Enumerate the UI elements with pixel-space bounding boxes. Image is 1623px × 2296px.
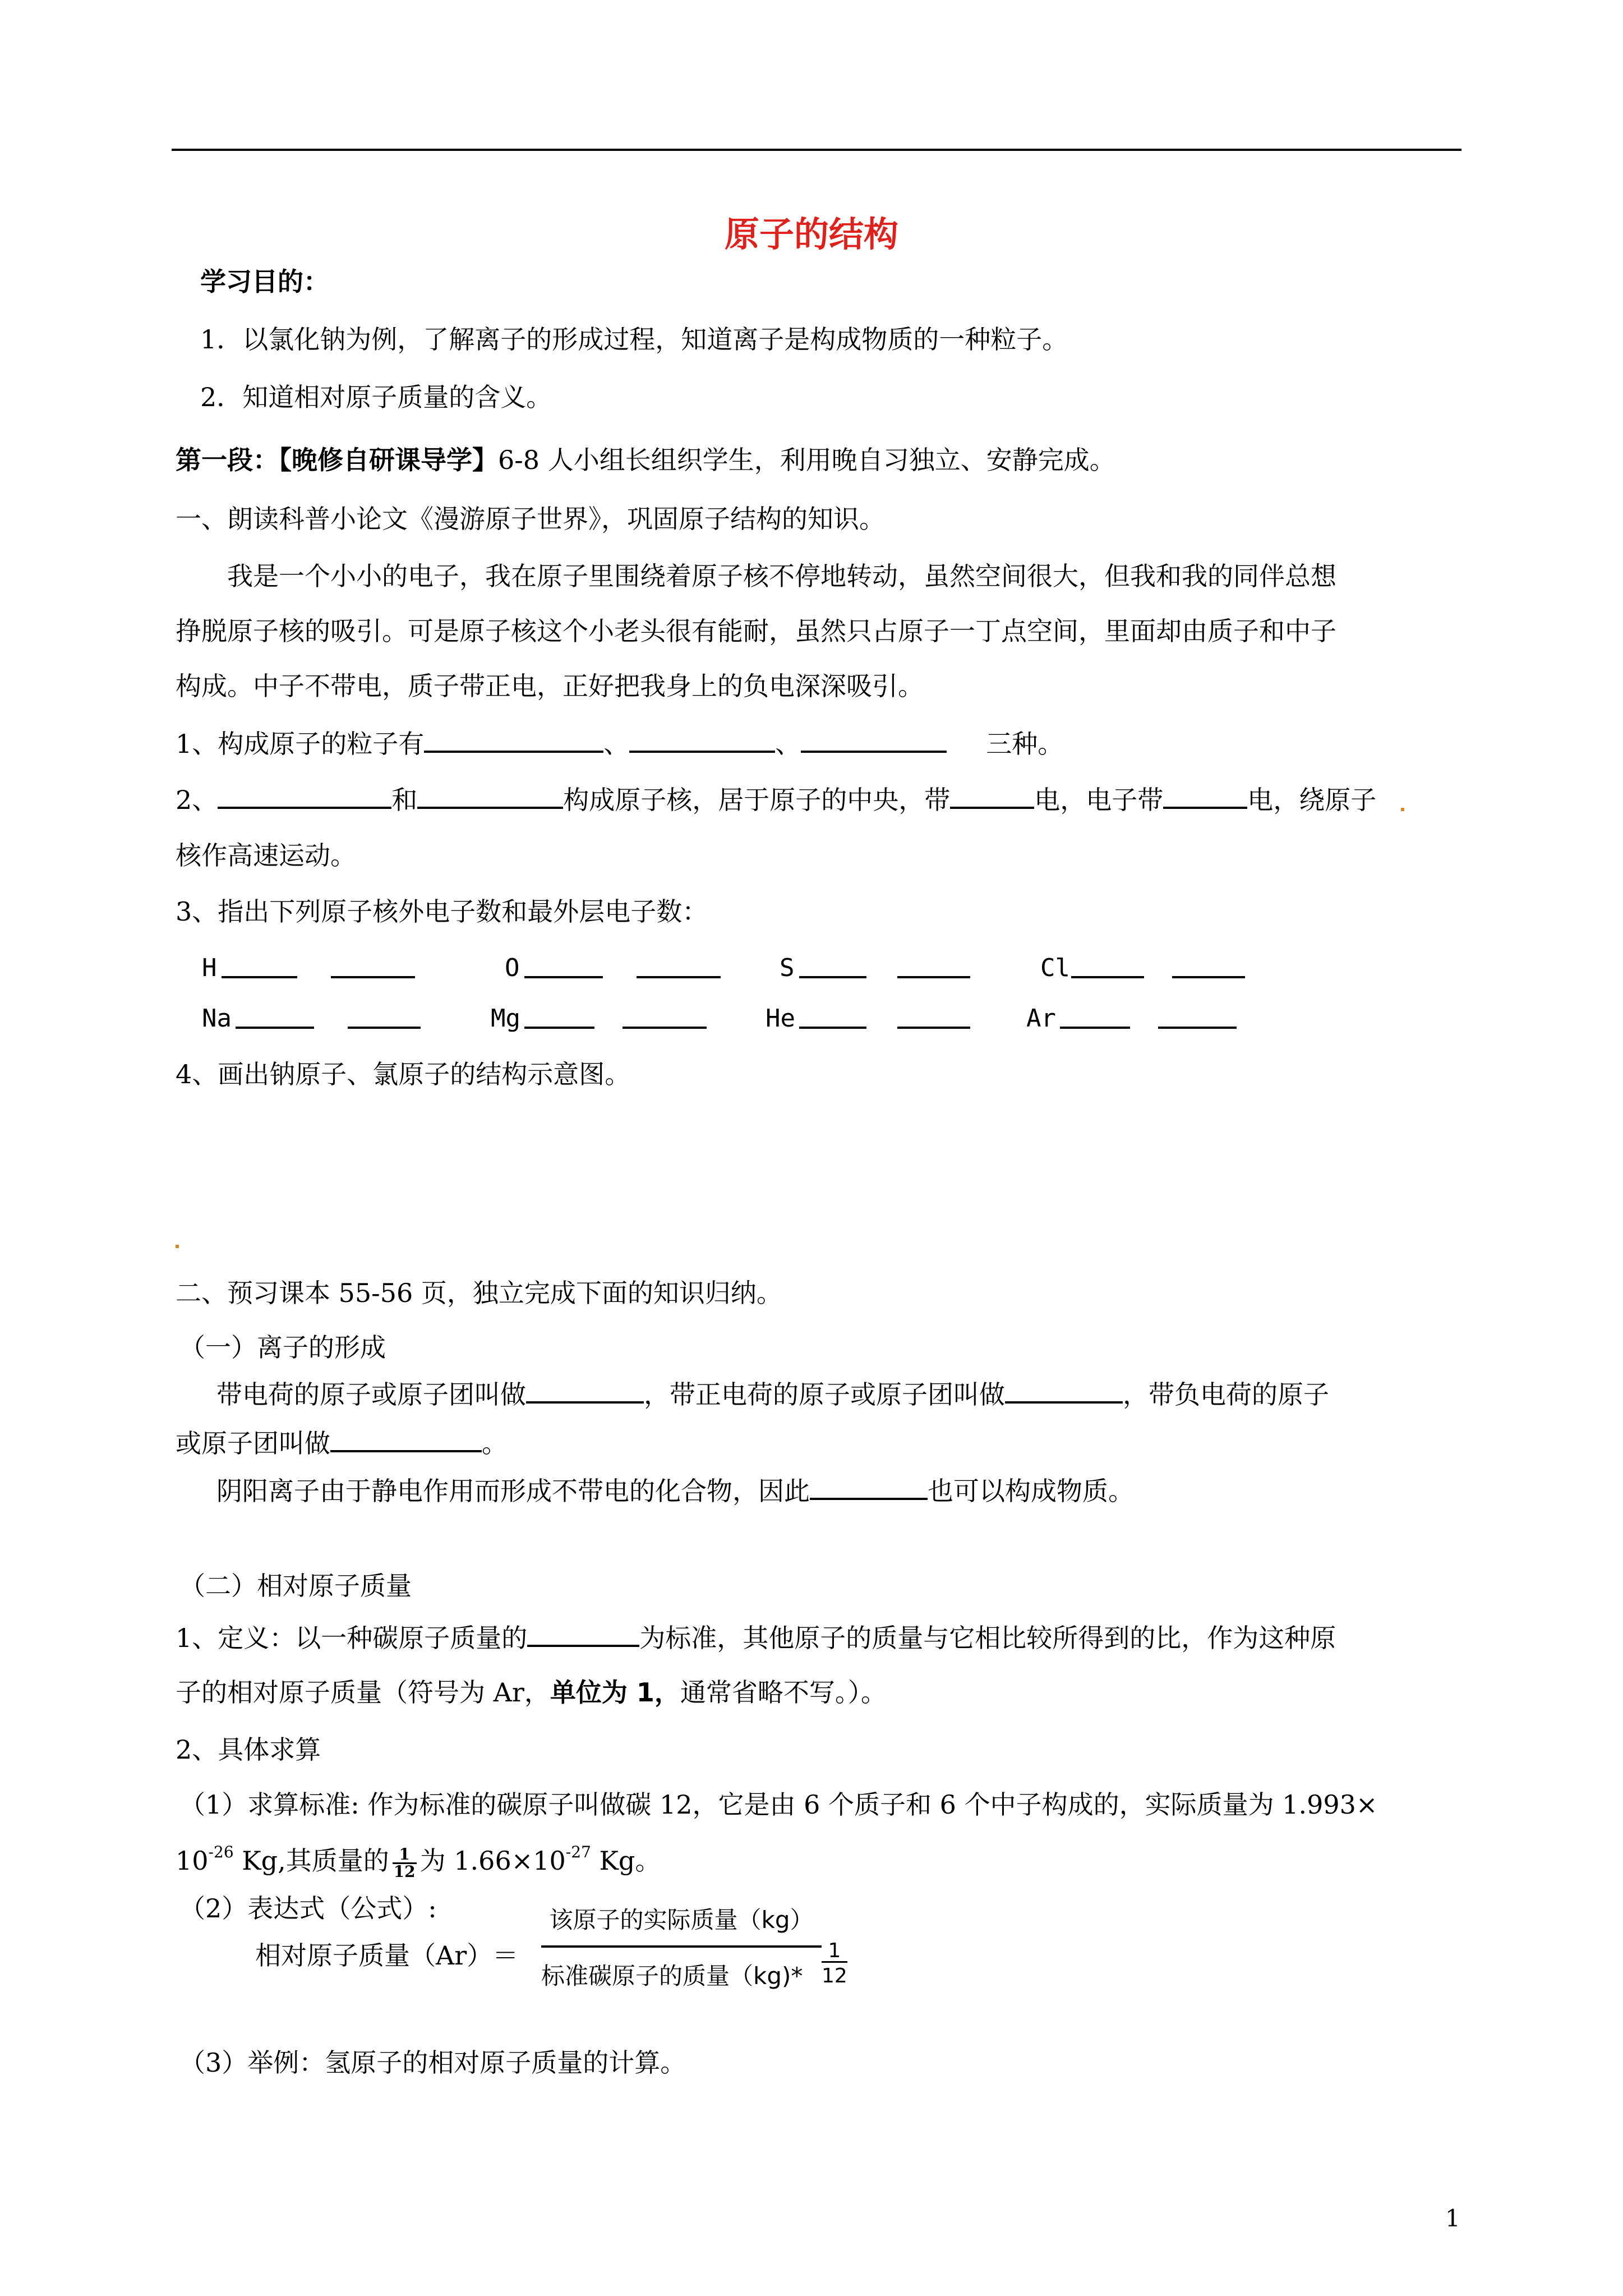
formula-lhs: 相对原子质量（Ar）＝ xyxy=(255,1940,519,1971)
question-2-num: 2、 xyxy=(176,785,218,815)
ion-compound-text: 也可以构成物质。 xyxy=(928,1476,1134,1506)
answer-blank[interactable] xyxy=(524,1004,594,1029)
objective-item: 1．以氯化钠为例，了解离子的形成过程，知道离子是构成物质的一种粒子。 xyxy=(200,324,1068,355)
question-1 xyxy=(176,728,1063,760)
answer-blank[interactable] xyxy=(799,1004,866,1029)
question-2-text: 电，电子带 xyxy=(1034,785,1164,815)
question-2-text: 构成原子核，居于原子的中央，带 xyxy=(563,785,951,815)
calc-heading: 2、具体求算 xyxy=(176,1734,321,1765)
ion-def-line xyxy=(191,1379,1329,1410)
element-symbol: Ar xyxy=(1026,1004,1056,1033)
question-1-text: 1、构成原子的粒子有 xyxy=(176,729,425,759)
definition-text: 1、定义：以一种碳原子质量的 xyxy=(176,1623,528,1653)
header-rule xyxy=(172,149,1461,151)
formula-denominator: 标准碳原子的质量（kg)* xyxy=(541,1962,803,1990)
element-symbol: Mg xyxy=(491,1004,520,1033)
answer-blank[interactable] xyxy=(950,784,1034,809)
sub1-heading: （一）离子的形成 xyxy=(179,1332,386,1363)
element-symbol: S xyxy=(780,954,795,982)
section1-label xyxy=(176,445,1115,476)
element-symbol: H xyxy=(202,954,217,982)
stray-mark xyxy=(176,1245,179,1248)
separator: 、 xyxy=(775,729,801,759)
element-symbol: Cl xyxy=(1040,954,1070,982)
page-number: 1 xyxy=(1445,2205,1460,2232)
standard-text: 为 1.66×10 xyxy=(419,1846,566,1876)
answer-blank[interactable] xyxy=(629,728,775,753)
answer-blank[interactable] xyxy=(348,1004,421,1029)
answer-blank[interactable] xyxy=(424,728,603,753)
ion-def-text: 。 xyxy=(482,1428,508,1458)
expression-heading: （2）表达式（公式）: xyxy=(179,1893,437,1924)
element-symbol: Na xyxy=(202,1004,232,1033)
definition-line xyxy=(176,1677,887,1708)
question-3: 3、指出下列原子核外电子数和最外层电子数： xyxy=(176,896,708,927)
fraction-numerator: 1 xyxy=(393,1847,417,1864)
question-2 xyxy=(176,784,1376,816)
formula-bar xyxy=(541,1945,822,1948)
definition-text: 为标准，其他原子的质量与它相比较所得到的比，作为这种原 xyxy=(639,1623,1336,1653)
separator: 、 xyxy=(603,729,630,759)
question-4: 4、画出钠原子、氯原子的结构示意图。 xyxy=(176,1059,631,1089)
standard-line xyxy=(176,1843,661,1880)
standard-line: （1）求算标准: 作为标准的碳原子叫做碳 12，它是由 6 个质子和 6 个中子构成的，实际质量为 1.993× xyxy=(179,1789,1378,1820)
exponent: -27 xyxy=(565,1843,591,1861)
answer-blank[interactable] xyxy=(637,954,721,978)
answer-blank[interactable] xyxy=(1163,784,1247,809)
answer-blank[interactable] xyxy=(897,954,970,978)
answer-blank[interactable] xyxy=(799,954,866,978)
definition-bold: 单位为 1， xyxy=(550,1677,680,1708)
passage-line: 我是一个小小的电子，我在原子里围绕着原子核不停地转动，虽然空间很大，但我和我的同伴总想 xyxy=(176,561,1336,591)
definition-text: 通常省略不写。）。 xyxy=(680,1677,887,1708)
fraction xyxy=(393,1844,417,1881)
section1-label-bold: 第一段：【晚修自研课导学】 xyxy=(176,445,498,475)
standard-text: 10 xyxy=(176,1846,209,1876)
answer-blank[interactable] xyxy=(524,954,603,978)
answer-blank[interactable] xyxy=(1071,954,1144,978)
ion-def-text: 或原子团叫做 xyxy=(176,1428,330,1458)
answer-blank[interactable] xyxy=(218,784,391,809)
sub2-heading: （二）相对原子质量 xyxy=(179,1571,412,1601)
answer-blank[interactable] xyxy=(330,1428,482,1452)
exponent: -26 xyxy=(208,1843,234,1861)
answer-blank[interactable] xyxy=(1172,954,1245,978)
section1-label-rest: 6-8 人小组长组织学生，利用晚自习独立、安静完成。 xyxy=(498,445,1115,475)
formula-numerator: 该原子的实际质量（kg） xyxy=(549,1906,814,1934)
ion-compound-text: 阴阳离子由于静电作用而形成不带电的化合物，因此 xyxy=(191,1476,810,1506)
element-symbol: He xyxy=(766,1004,795,1033)
answer-blank[interactable] xyxy=(1060,1004,1130,1029)
question-2-text: 电，绕原子 xyxy=(1247,785,1377,815)
answer-blank[interactable] xyxy=(1005,1379,1123,1404)
passage-line: 挣脱原子核的吸引。可是原子核这个小老头很有能耐，虽然只占原子一丁点空间，里面却由质子和中子 xyxy=(176,616,1336,646)
answer-blank[interactable] xyxy=(801,728,947,753)
answer-blank[interactable] xyxy=(417,784,563,809)
fraction-numerator: 1 xyxy=(822,1941,847,1963)
part2-heading: 二、预习课本 55-56 页，独立完成下面的知识归纳。 xyxy=(176,1278,782,1308)
answer-blank[interactable] xyxy=(623,1004,707,1029)
passage-line: 构成。中子不带电，质子带正电，正好把我身上的负电深深吸引。 xyxy=(176,671,924,701)
answer-blank[interactable] xyxy=(236,1004,314,1029)
question-2-line2: 核作高速运动。 xyxy=(176,840,356,871)
ion-def-text: ，带正电荷的原子或原子团叫做 xyxy=(644,1379,1005,1410)
question-2-text: 和 xyxy=(391,785,418,815)
answer-blank[interactable] xyxy=(331,954,415,978)
page-title: 原子的结构 xyxy=(724,214,898,255)
ion-compound-line xyxy=(191,1475,1134,1507)
standard-text: Kg,其质量的 xyxy=(233,1846,389,1876)
definition-line xyxy=(176,1622,1336,1654)
answer-blank[interactable] xyxy=(222,954,297,978)
ion-def-text: 带电荷的原子或原子团叫做 xyxy=(191,1379,526,1410)
stray-mark xyxy=(1401,808,1404,811)
ion-def-line xyxy=(176,1428,508,1459)
answer-blank[interactable] xyxy=(1158,1004,1237,1029)
element-symbol: O xyxy=(505,954,520,982)
answer-blank[interactable] xyxy=(810,1475,928,1500)
objective-item: 2．知道相对原子质量的含义。 xyxy=(200,382,552,412)
answer-blank[interactable] xyxy=(526,1379,644,1404)
definition-text: 子的相对原子质量（符号为 Ar， xyxy=(176,1677,550,1708)
answer-blank[interactable] xyxy=(527,1622,639,1647)
fraction-denominator: 12 xyxy=(393,1862,416,1881)
fraction-denominator: 12 xyxy=(822,1964,847,1987)
part1-heading: 一、朗读科普小论文《漫游原子世界》，巩固原子结构的知识。 xyxy=(176,504,885,534)
standard-text: Kg。 xyxy=(591,1846,661,1876)
objectives-heading: 学习目的： xyxy=(200,266,329,297)
example-line: （3）举例：氢原子的相对原子质量的计算。 xyxy=(179,2047,686,2078)
formula-fraction xyxy=(822,1941,847,1986)
ion-def-text: ，带负电荷的原子 xyxy=(1123,1379,1329,1410)
question-1-end: 三种。 xyxy=(986,729,1064,759)
answer-blank[interactable] xyxy=(897,1004,970,1029)
